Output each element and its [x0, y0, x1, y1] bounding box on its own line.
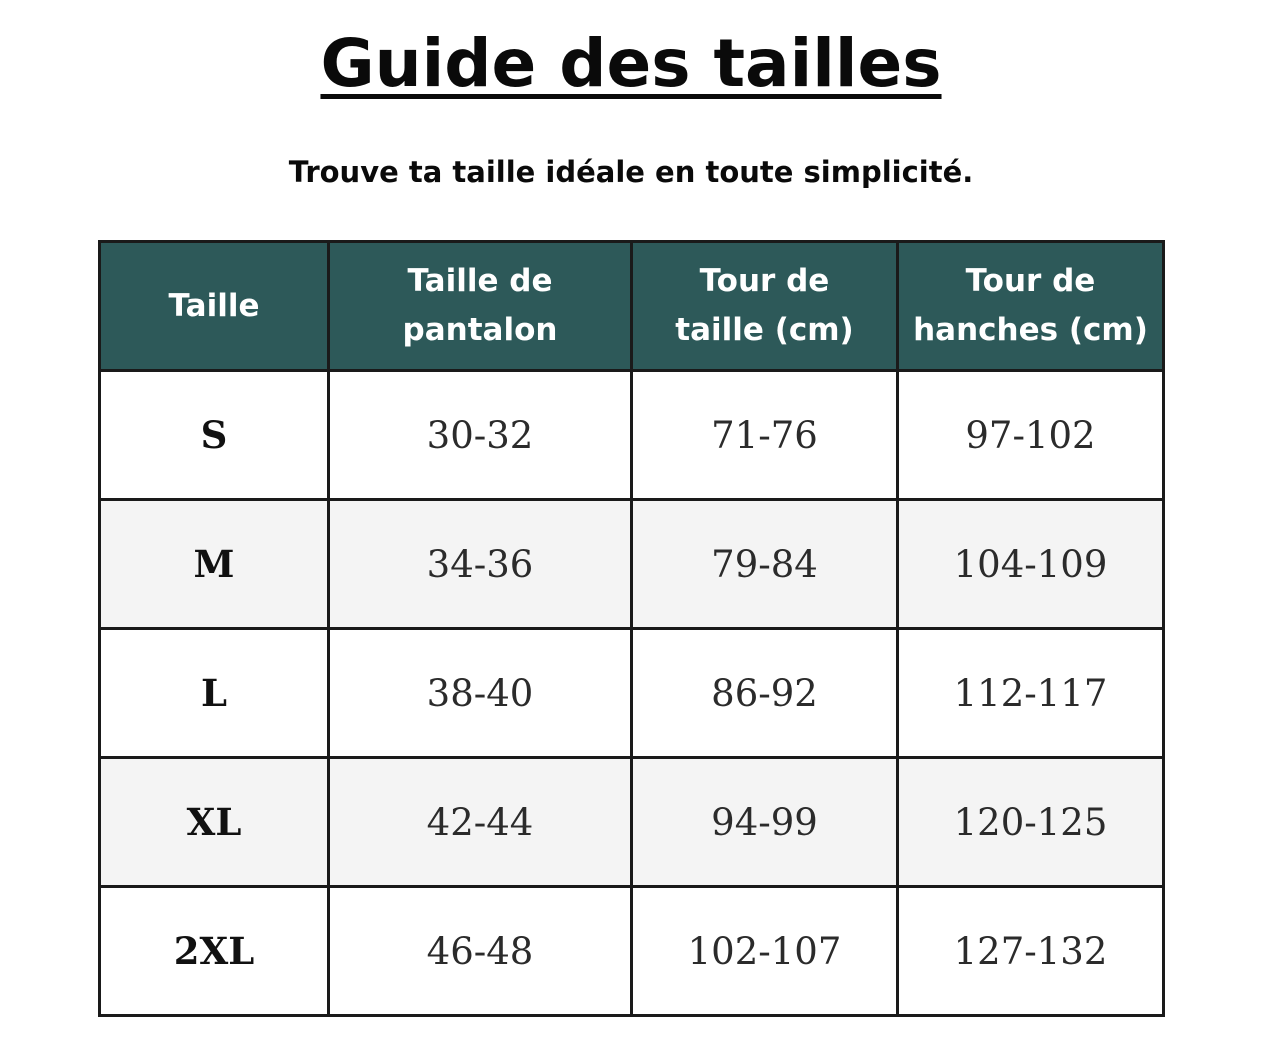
- page-title-text: Guide des tailles: [320, 25, 942, 102]
- pant-size-cell: 46-48: [329, 887, 632, 1016]
- waist-cell: 79-84: [632, 500, 898, 629]
- header-waist: [632, 242, 898, 371]
- page-subtitle: Trouve ta taille idéale en toute simplicité.: [288, 155, 974, 189]
- hips-cell: 120-125: [898, 758, 1164, 887]
- header-hips: [898, 242, 1164, 371]
- table-row: [100, 629, 1164, 758]
- hips-cell: 97-102: [898, 371, 1164, 500]
- pant-size-cell: 42-44: [329, 758, 632, 887]
- header-pant-size: [329, 242, 632, 371]
- table-row: [100, 758, 1164, 887]
- size-cell: L: [100, 629, 329, 758]
- header-size-label: Taille: [168, 287, 260, 324]
- waist-cell: 71-76: [632, 371, 898, 500]
- size-cell: S: [100, 371, 329, 500]
- pant-size-cell: 34-36: [329, 500, 632, 629]
- size-cell: XL: [100, 758, 329, 887]
- size-guide-table: [98, 240, 1165, 1017]
- size-cell: M: [100, 500, 329, 629]
- pant-size-cell: 38-40: [329, 629, 632, 758]
- waist-cell: 102-107: [632, 887, 898, 1016]
- header-size: [100, 242, 329, 371]
- table-header-row: [100, 242, 1164, 371]
- table-row: [100, 371, 1164, 500]
- table-row: [100, 887, 1164, 1016]
- hips-cell: 104-109: [898, 500, 1164, 629]
- waist-cell: 94-99: [632, 758, 898, 887]
- table-row: [100, 500, 1164, 629]
- waist-cell: 86-92: [632, 629, 898, 758]
- pant-size-cell: 30-32: [329, 371, 632, 500]
- hips-cell: 127-132: [898, 887, 1164, 1016]
- hips-cell: 112-117: [898, 629, 1164, 758]
- header-hips-label: Tour de hanches (cm): [913, 263, 1148, 348]
- page-title: [0, 24, 1262, 104]
- header-pant-size-label: Taille de pantalon: [402, 263, 558, 348]
- header-waist-label: Tour de taille (cm): [675, 263, 854, 348]
- size-cell: 2XL: [100, 887, 329, 1016]
